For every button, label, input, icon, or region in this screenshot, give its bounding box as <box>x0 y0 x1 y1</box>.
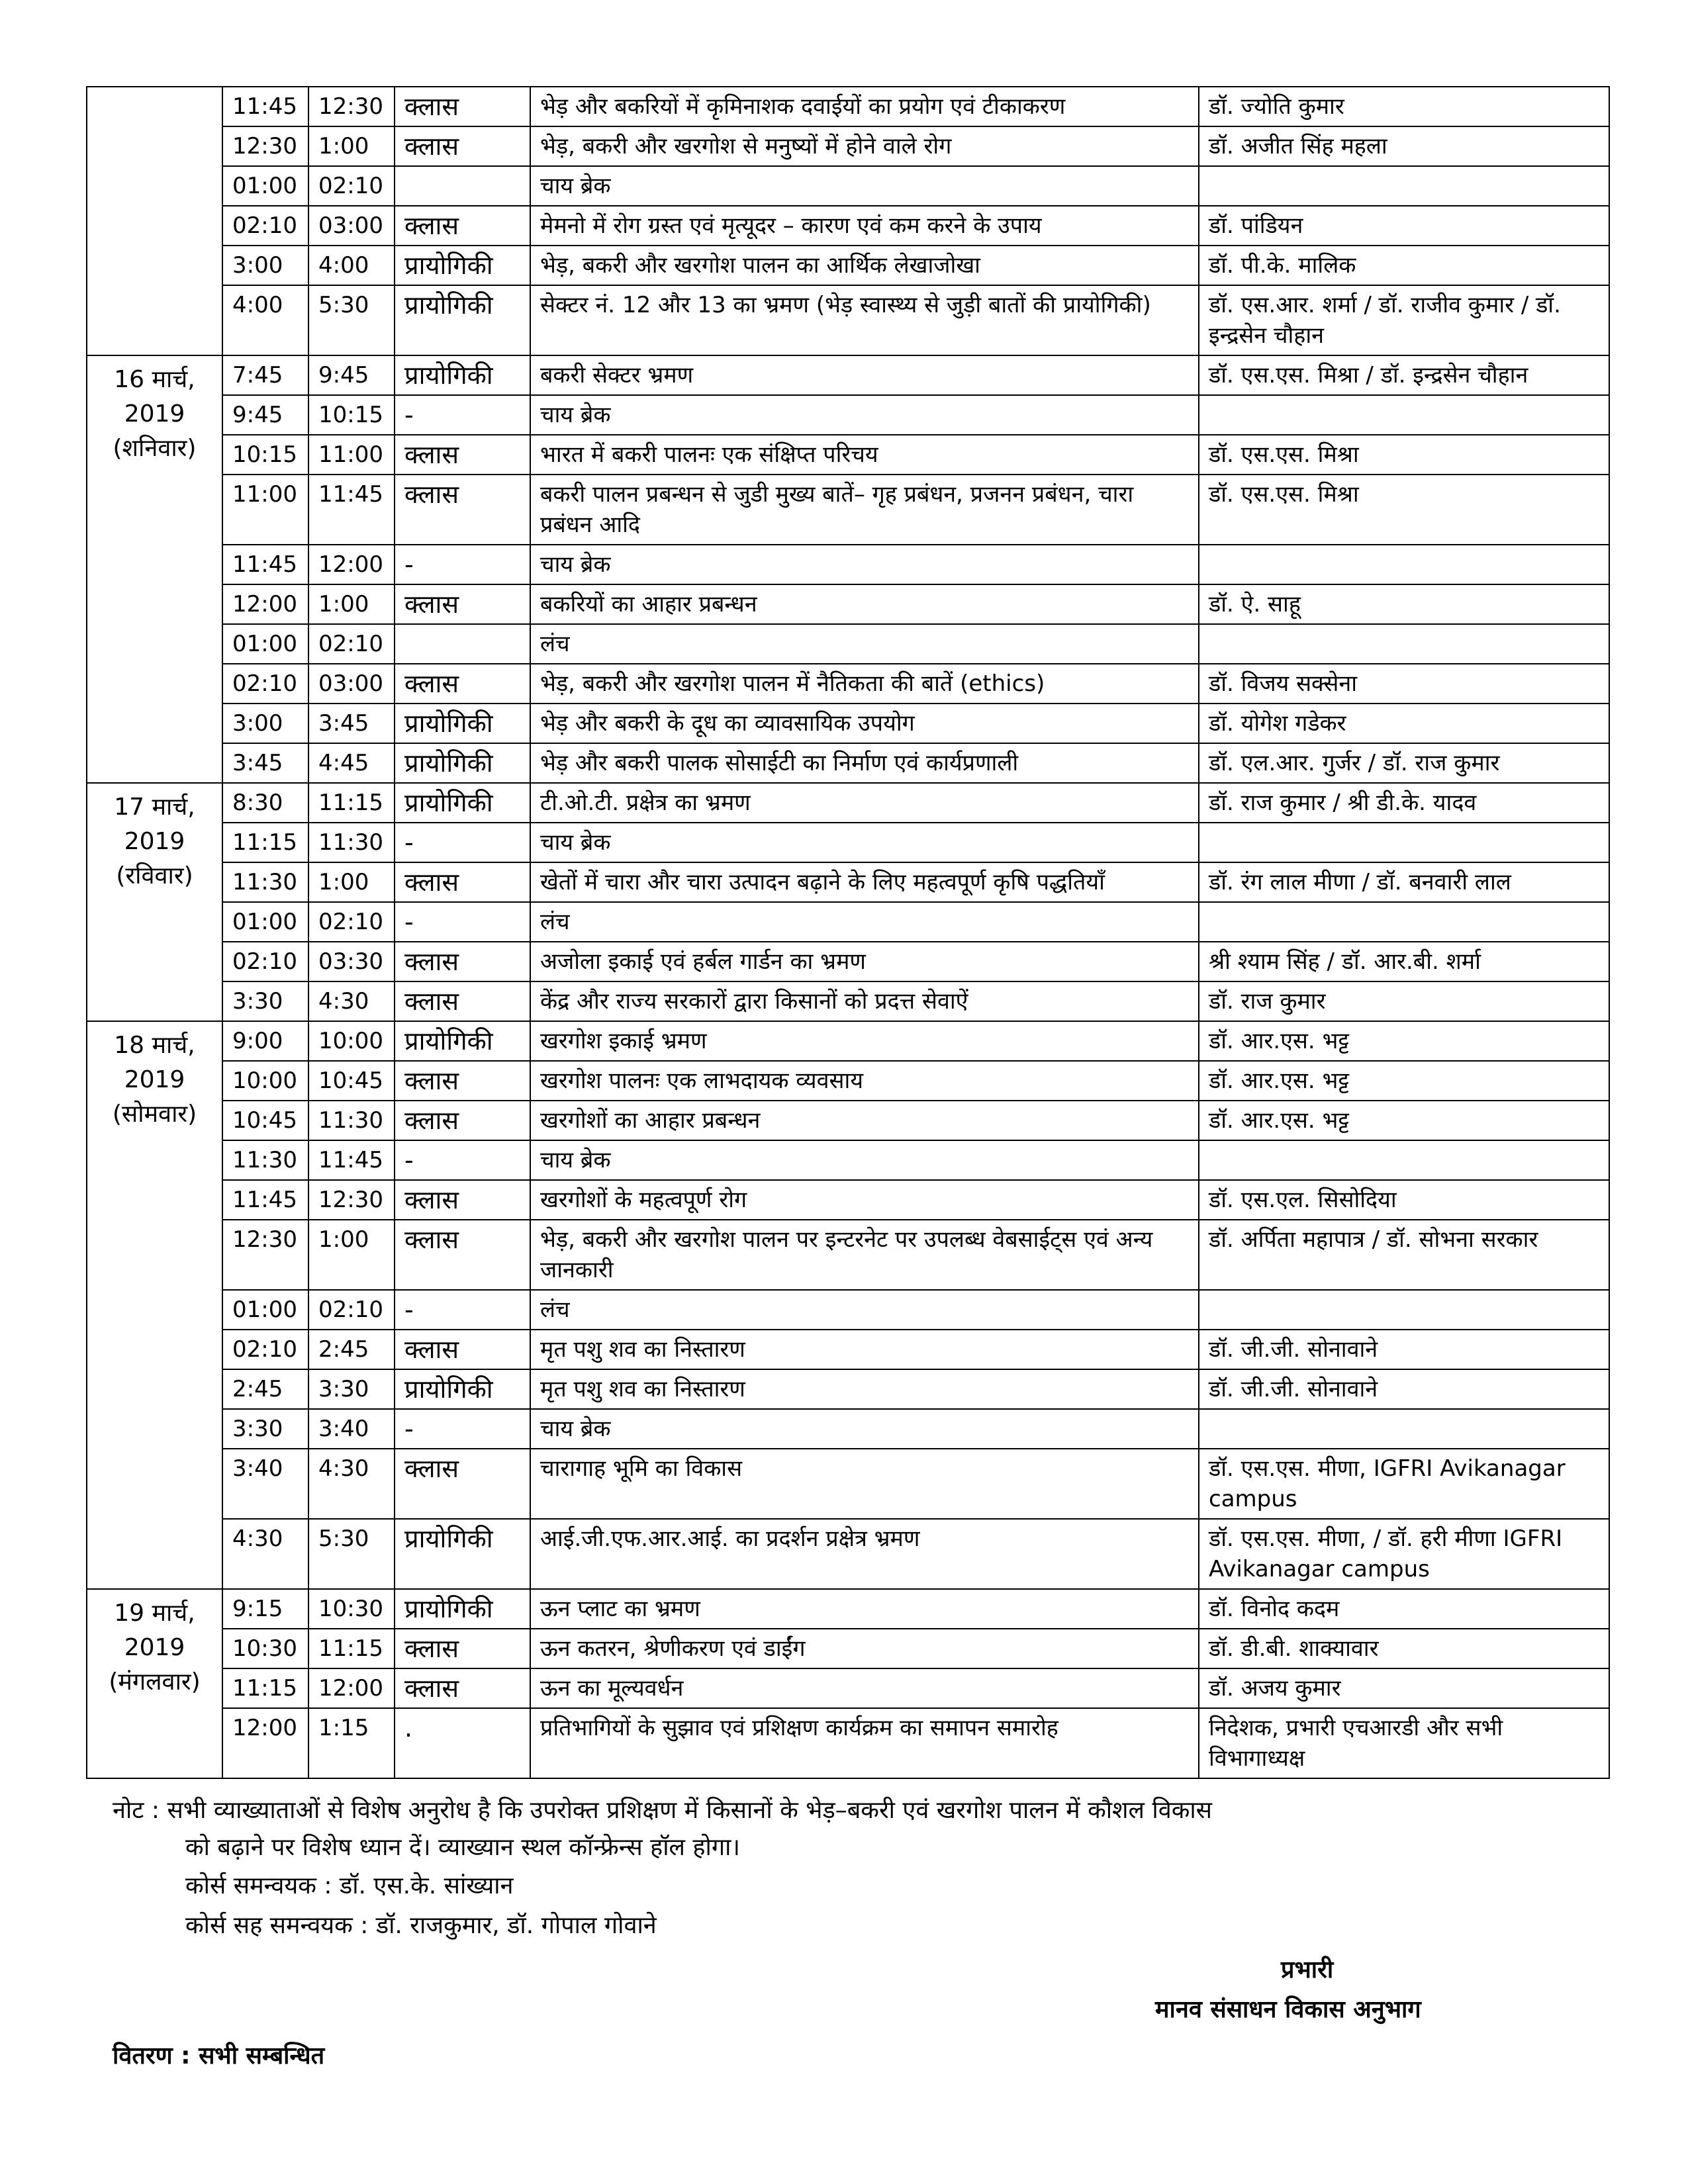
schedule-row <box>87 545 1609 584</box>
session-type-cell: क्लास <box>395 942 530 981</box>
end-time-cell: 5:30 <box>308 1519 395 1589</box>
end-time-cell: 4:30 <box>308 981 395 1021</box>
session-type-cell: क्लास <box>395 664 530 704</box>
speaker-cell: डॉ. एस.एस. मीणा, / डॉ. हरी मीणा IGFRI Avikanagar campus <box>1199 1519 1609 1589</box>
course-co-coordinator: कोर्स सह समन्वयक : डॉ. राजकुमार, डॉ. गोपाल गोवाने <box>185 1912 657 1939</box>
schedule-row <box>87 87 1609 126</box>
topic-cell: खरगोशों का आहार प्रबन्धन <box>530 1101 1199 1140</box>
end-time-cell: 12:30 <box>308 1180 395 1220</box>
start-time-cell: 8:30 <box>222 783 308 823</box>
end-time-cell: 1:15 <box>308 1708 395 1778</box>
topic-cell: भेड़, बकरी और खरगोश से मनुष्यों में होने वाले रोग <box>530 126 1199 166</box>
end-time-cell: 3:45 <box>308 704 395 743</box>
session-type-cell: - <box>395 823 530 862</box>
start-time-cell: 3:30 <box>222 1409 308 1449</box>
end-time-cell: 1:00 <box>308 126 395 166</box>
session-type-cell: - <box>395 1290 530 1330</box>
start-time-cell: 3:00 <box>222 246 308 285</box>
speaker-cell: डॉ. एस.एल. सिसोदिया <box>1199 1180 1609 1220</box>
schedule-row <box>87 1061 1609 1101</box>
end-time-cell: 4:30 <box>308 1449 395 1519</box>
start-time-cell: 3:30 <box>222 981 308 1021</box>
topic-cell: खरगोशों के महत्वपूर्ण रोग <box>530 1180 1199 1220</box>
topic-cell: खरगोश पालनः एक लाभदायक व्यवसाय <box>530 1061 1199 1101</box>
end-time-cell: 10:00 <box>308 1021 395 1061</box>
schedule-row <box>87 783 1609 823</box>
end-time-cell: 11:45 <box>308 1140 395 1180</box>
schedule-row <box>87 584 1609 624</box>
session-type-cell: क्लास <box>395 981 530 1021</box>
speaker-cell: डॉ. आर.एस. भट्ट <box>1199 1061 1609 1101</box>
schedule-row <box>87 1629 1609 1668</box>
date-line: 2019 <box>124 400 185 428</box>
speaker-cell: निदेशक, प्रभारी एचआरडी और सभी विभागाध्यक्ष <box>1199 1708 1609 1778</box>
session-type-cell: क्लास <box>395 206 530 246</box>
session-type-cell: प्रायोगिकी <box>395 285 530 355</box>
topic-cell: लंच <box>530 624 1199 664</box>
speaker-cell <box>1199 166 1609 206</box>
session-type-cell: प्रायोगिकी <box>395 1589 530 1629</box>
speaker-cell: डॉ. एल.आर. गुर्जर / डॉ. राज कुमार <box>1199 743 1609 783</box>
end-time-cell: 2:45 <box>308 1330 395 1369</box>
topic-cell: भेड़, बकरी और खरगोश पालन में नैतिकता की बातें (ethics) <box>530 664 1199 704</box>
session-type-cell: क्लास <box>395 1061 530 1101</box>
start-time-cell: 01:00 <box>222 1290 308 1330</box>
end-time-cell: 10:15 <box>308 395 395 435</box>
date-line: (सोमवार) <box>112 1101 197 1128</box>
topic-cell: ऊन कतरन, श्रेणीकरण एवं डाईंग <box>530 1629 1199 1668</box>
schedule-row <box>87 942 1609 981</box>
speaker-cell <box>1199 395 1609 435</box>
speaker-cell: डॉ. ऐ. साहू <box>1199 584 1609 624</box>
schedule-row <box>87 355 1609 395</box>
topic-cell: चाय ब्रेक <box>530 166 1199 206</box>
speaker-cell: डॉ. एस.एस. मिश्रा <box>1199 435 1609 475</box>
day-cell <box>87 355 222 783</box>
schedule-row <box>87 1101 1609 1140</box>
session-type-cell: क्लास <box>395 1629 530 1668</box>
session-type-cell: क्लास <box>395 862 530 902</box>
start-time-cell: 11:30 <box>222 1140 308 1180</box>
date-line: 17 मार्च, <box>114 794 195 821</box>
day-cell <box>87 783 222 1021</box>
schedule-row <box>87 126 1609 166</box>
start-time-cell: 3:45 <box>222 743 308 783</box>
topic-cell: लंच <box>530 902 1199 942</box>
end-time-cell: 4:45 <box>308 743 395 783</box>
session-type-cell: प्रायोगिकी <box>395 1369 530 1409</box>
speaker-cell <box>1199 545 1609 584</box>
schedule-row <box>87 902 1609 942</box>
start-time-cell: 10:30 <box>222 1629 308 1668</box>
speaker-cell <box>1199 1409 1609 1449</box>
topic-cell: टी.ओ.टी. प्रक्षेत्र का भ्रमण <box>530 783 1199 823</box>
end-time-cell: 10:30 <box>308 1589 395 1629</box>
end-time-cell: 02:10 <box>308 624 395 664</box>
start-time-cell: 3:40 <box>222 1449 308 1519</box>
start-time-cell: 10:15 <box>222 435 308 475</box>
schedule-row <box>87 1409 1609 1449</box>
course-coordinator: कोर्स समन्वयक : डॉ. एस.के. सांख्यान <box>185 1872 514 1899</box>
topic-cell: ऊन का मूल्यवर्धन <box>530 1668 1199 1708</box>
start-time-cell: 2:45 <box>222 1369 308 1409</box>
date-line: (मंगलवार) <box>109 1668 201 1696</box>
start-time-cell: 01:00 <box>222 166 308 206</box>
session-type-cell: प्रायोगिकी <box>395 355 530 395</box>
date-line: 18 मार्च, <box>114 1032 195 1059</box>
schedule-row <box>87 624 1609 664</box>
schedule-row <box>87 1589 1609 1629</box>
topic-cell: सेक्टर नं. 12 और 13 का भ्रमण (भेड़ स्वास्थ्य से जुड़ी बातों की प्रायोगिकी) <box>530 285 1199 355</box>
end-time-cell: 11:15 <box>308 1629 395 1668</box>
start-time-cell: 9:45 <box>222 395 308 435</box>
start-time-cell: 9:15 <box>222 1589 308 1629</box>
topic-cell: चाय ब्रेक <box>530 1409 1199 1449</box>
schedule-row <box>87 704 1609 743</box>
session-type-cell: क्लास <box>395 1668 530 1708</box>
topic-cell: चारागाह भूमि का विकास <box>530 1449 1199 1519</box>
date-line: 2019 <box>124 828 185 855</box>
topic-cell: चाय ब्रेक <box>530 395 1199 435</box>
end-time-cell: 02:10 <box>308 166 395 206</box>
topic-cell: आई.जी.एफ.आर.आई. का प्रदर्शन प्रक्षेत्र भ्रमण <box>530 1519 1199 1589</box>
day-cell <box>87 1589 222 1778</box>
schedule-row <box>87 475 1609 545</box>
topic-cell: खरगोश इकाई भ्रमण <box>530 1021 1199 1061</box>
topic-cell: मृत पशु शव का निस्तारण <box>530 1369 1199 1409</box>
end-time-cell: 1:00 <box>308 1220 395 1290</box>
date-line: 16 मार्च, <box>114 366 195 393</box>
session-type-cell: क्लास <box>395 1180 530 1220</box>
schedule-row <box>87 743 1609 783</box>
start-time-cell: 7:45 <box>222 355 308 395</box>
schedule-row <box>87 862 1609 902</box>
start-time-cell: 4:00 <box>222 285 308 355</box>
date-line: 2019 <box>124 1634 185 1661</box>
schedule-row <box>87 1180 1609 1220</box>
session-type-cell: - <box>395 1409 530 1449</box>
session-type-cell: प्रायोगिकी <box>395 783 530 823</box>
start-time-cell: 12:00 <box>222 584 308 624</box>
speaker-cell: डॉ. एस.एस. मिश्रा / डॉ. इन्द्रसेन चौहान <box>1199 355 1609 395</box>
end-time-cell: 11:00 <box>308 435 395 475</box>
start-time-cell: 4:30 <box>222 1519 308 1589</box>
session-type-cell: प्रायोगिकी <box>395 1519 530 1589</box>
date-line: (रविवार) <box>116 862 193 889</box>
session-type-cell: क्लास <box>395 1330 530 1369</box>
schedule-row <box>87 435 1609 475</box>
start-time-cell: 02:10 <box>222 942 308 981</box>
session-type-cell: क्लास <box>395 126 530 166</box>
signature-title: प्रभारी <box>1281 1956 1334 1983</box>
start-time-cell: 12:30 <box>222 1220 308 1290</box>
schedule-row <box>87 823 1609 862</box>
end-time-cell: 12:30 <box>308 87 395 126</box>
start-time-cell: 11:45 <box>222 545 308 584</box>
session-type-cell <box>395 166 530 206</box>
topic-cell: भेड़, बकरी और खरगोश पालन पर इन्टरनेट पर उपलब्ध वेबसाईट्स एवं अन्य जानकारी <box>530 1220 1199 1290</box>
topic-cell: खेतों में चारा और चारा उत्पादन बढ़ाने के लिए महत्वपूर्ण कृषि पद्धतियाँ <box>530 862 1199 902</box>
session-type-cell: क्लास <box>395 475 530 545</box>
speaker-cell <box>1199 902 1609 942</box>
end-time-cell: 5:30 <box>308 285 395 355</box>
speaker-cell: डॉ. अजीत सिंह महला <box>1199 126 1609 166</box>
end-time-cell: 11:30 <box>308 1101 395 1140</box>
topic-cell: बकरियों का आहार प्रबन्धन <box>530 584 1199 624</box>
end-time-cell: 11:15 <box>308 783 395 823</box>
topic-cell: भारत में बकरी पालनः एक संक्षिप्त परिचय <box>530 435 1199 475</box>
end-time-cell: 3:30 <box>308 1369 395 1409</box>
topic-cell: बकरी सेक्टर भ्रमण <box>530 355 1199 395</box>
note-line-2: को बढ़ाने पर विशेष ध्यान दें। व्याख्यान स्थल कॉन्फ्रेन्स हॉल होगा। <box>185 1834 741 1861</box>
speaker-cell <box>1199 1290 1609 1330</box>
date-line: (शनिवार) <box>113 435 197 462</box>
schedule-row <box>87 395 1609 435</box>
note-line-1: नोट : सभी व्याख्याताओं से विशेष अनुरोध है कि उपरोक्त प्रशिक्षण में किसानों के भेड़–बकरी एवं खरगोश पालन में कौशल विकास <box>113 1797 1213 1824</box>
schedule-row <box>87 1330 1609 1369</box>
start-time-cell: 02:10 <box>222 1330 308 1369</box>
topic-cell: प्रतिभागियों के सुझाव एवं प्रशिक्षण कार्यक्रम का समापन समारोह <box>530 1708 1199 1778</box>
schedule-row <box>87 1449 1609 1519</box>
speaker-cell: डॉ. एस.एस. मीणा, IGFRI Avikanagar campus <box>1199 1449 1609 1519</box>
start-time-cell: 11:45 <box>222 1180 308 1220</box>
session-type-cell: - <box>395 902 530 942</box>
date-line: 19 मार्च, <box>114 1600 195 1627</box>
end-time-cell: 9:45 <box>308 355 395 395</box>
session-type-cell: प्रायोगिकी <box>395 246 530 285</box>
session-type-cell: क्लास <box>395 584 530 624</box>
end-time-cell: 3:40 <box>308 1409 395 1449</box>
session-type-cell: क्लास <box>395 1101 530 1140</box>
start-time-cell: 11:15 <box>222 823 308 862</box>
schedule-row <box>87 1220 1609 1290</box>
session-type-cell: - <box>395 395 530 435</box>
speaker-cell: डॉ. जी.जी. सोनावाने <box>1199 1330 1609 1369</box>
start-time-cell: 10:00 <box>222 1061 308 1101</box>
start-time-cell: 02:10 <box>222 664 308 704</box>
session-type-cell: . <box>395 1708 530 1778</box>
schedule-row <box>87 285 1609 355</box>
end-time-cell: 12:00 <box>308 545 395 584</box>
start-time-cell: 01:00 <box>222 624 308 664</box>
speaker-cell: डॉ. रंग लाल मीणा / डॉ. बनवारी लाल <box>1199 862 1609 902</box>
schedule-row <box>87 1290 1609 1330</box>
speaker-cell: डॉ. विजय सक्सेना <box>1199 664 1609 704</box>
end-time-cell: 03:00 <box>308 206 395 246</box>
schedule-row <box>87 246 1609 285</box>
session-type-cell: - <box>395 545 530 584</box>
topic-cell: ऊन प्लाट का भ्रमण <box>530 1589 1199 1629</box>
end-time-cell: 1:00 <box>308 862 395 902</box>
topic-cell: चाय ब्रेक <box>530 1140 1199 1180</box>
topic-cell: मृत पशु शव का निस्तारण <box>530 1330 1199 1369</box>
topic-cell: मेमनो में रोग ग्रस्त एवं मृत्यूदर – कारण एवं कम करने के उपाय <box>530 206 1199 246</box>
start-time-cell: 12:00 <box>222 1708 308 1778</box>
topic-cell: भेड़ और बकरियों में कृमिनाशक दवाईयों का प्रयोग एवं टीकाकरण <box>530 87 1199 126</box>
speaker-cell: डॉ. आर.एस. भट्ट <box>1199 1101 1609 1140</box>
speaker-cell: डॉ. अर्पिता महापात्र / डॉ. सोभना सरकार <box>1199 1220 1609 1290</box>
speaker-cell <box>1199 624 1609 664</box>
start-time-cell: 11:45 <box>222 87 308 126</box>
speaker-cell: डॉ. विनोद कदम <box>1199 1589 1609 1629</box>
day-cell <box>87 87 222 355</box>
schedule-row <box>87 664 1609 704</box>
topic-cell: केंद्र और राज्य सरकारों द्वारा किसानों को प्रदत्त सेवाऐं <box>530 981 1199 1021</box>
topic-cell: बकरी पालन प्रबन्धन से जुडी मुख्य बातें– गृह प्रबंधन, प्रजनन प्रबंधन, चारा प्रबंधन आदि <box>530 475 1199 545</box>
speaker-cell: डॉ. अजय कुमार <box>1199 1668 1609 1708</box>
session-type-cell: क्लास <box>395 87 530 126</box>
speaker-cell: डॉ. पी.के. मालिक <box>1199 246 1609 285</box>
end-time-cell: 03:30 <box>308 942 395 981</box>
speaker-cell: डॉ. डी.बी. शाक्यावार <box>1199 1629 1609 1668</box>
speaker-cell: डॉ. ज्योति कुमार <box>1199 87 1609 126</box>
topic-cell: लंच <box>530 1290 1199 1330</box>
speaker-cell: डॉ. एस.एस. मिश्रा <box>1199 475 1609 545</box>
session-type-cell: प्रायोगिकी <box>395 743 530 783</box>
start-time-cell: 12:30 <box>222 126 308 166</box>
speaker-cell: डॉ. योगेश गडेकर <box>1199 704 1609 743</box>
topic-cell: भेड़ और बकरी पालक सोसाईटी का निर्माण एवं कार्यप्रणाली <box>530 743 1199 783</box>
schedule-row <box>87 166 1609 206</box>
end-time-cell: 11:30 <box>308 823 395 862</box>
session-type-cell: प्रायोगिकी <box>395 704 530 743</box>
start-time-cell: 3:00 <box>222 704 308 743</box>
session-type-cell: क्लास <box>395 1449 530 1519</box>
schedule-row <box>87 1519 1609 1589</box>
end-time-cell: 02:10 <box>308 1290 395 1330</box>
speaker-cell: डॉ. आर.एस. भट्ट <box>1199 1021 1609 1061</box>
end-time-cell: 02:10 <box>308 902 395 942</box>
session-type-cell: क्लास <box>395 1220 530 1290</box>
schedule-row <box>87 981 1609 1021</box>
session-type-cell: क्लास <box>395 435 530 475</box>
schedule-row <box>87 206 1609 246</box>
speaker-cell: डॉ. जी.जी. सोनावाने <box>1199 1369 1609 1409</box>
start-time-cell: 9:00 <box>222 1021 308 1061</box>
schedule-row <box>87 1140 1609 1180</box>
speaker-cell <box>1199 823 1609 862</box>
speaker-cell: डॉ. एस.आर. शर्मा / डॉ. राजीव कुमार / डॉ. इन्द्रसेन चौहान <box>1199 285 1609 355</box>
day-cell <box>87 1021 222 1589</box>
start-time-cell: 11:00 <box>222 475 308 545</box>
topic-cell: अजोला इकाई एवं हर्बल गार्डन का भ्रमण <box>530 942 1199 981</box>
end-time-cell: 03:00 <box>308 664 395 704</box>
distribution: वितरण : सभी सम्बन्धित <box>113 2042 325 2070</box>
speaker-cell: डॉ. राज कुमार / श्री डी.के. यादव <box>1199 783 1609 823</box>
start-time-cell: 01:00 <box>222 902 308 942</box>
session-type-cell <box>395 624 530 664</box>
speaker-cell: डॉ. राज कुमार <box>1199 981 1609 1021</box>
start-time-cell: 10:45 <box>222 1101 308 1140</box>
signature-dept: मानव संसाधन विकास अनुभाग <box>1155 1996 1421 2023</box>
end-time-cell: 4:00 <box>308 246 395 285</box>
end-time-cell: 11:45 <box>308 475 395 545</box>
start-time-cell: 02:10 <box>222 206 308 246</box>
speaker-cell: श्री श्याम सिंह / डॉ. आर.बी. शर्मा <box>1199 942 1609 981</box>
schedule-row <box>87 1708 1609 1778</box>
schedule-table <box>86 86 1610 1779</box>
speaker-cell <box>1199 1140 1609 1180</box>
schedule-row <box>87 1668 1609 1708</box>
topic-cell: चाय ब्रेक <box>530 545 1199 584</box>
end-time-cell: 1:00 <box>308 584 395 624</box>
start-time-cell: 11:15 <box>222 1668 308 1708</box>
date-line: 2019 <box>124 1066 185 1093</box>
session-type-cell: प्रायोगिकी <box>395 1021 530 1061</box>
topic-cell: भेड़ और बकरी के दूध का व्यावसायिक उपयोग <box>530 704 1199 743</box>
speaker-cell: डॉ. पांडियन <box>1199 206 1609 246</box>
topic-cell: चाय ब्रेक <box>530 823 1199 862</box>
topic-cell: भेड़, बकरी और खरगोश पालन का आर्थिक लेखाजोखा <box>530 246 1199 285</box>
session-type-cell: - <box>395 1140 530 1180</box>
end-time-cell: 12:00 <box>308 1668 395 1708</box>
start-time-cell: 11:30 <box>222 862 308 902</box>
end-time-cell: 10:45 <box>308 1061 395 1101</box>
schedule-row <box>87 1021 1609 1061</box>
schedule-row <box>87 1369 1609 1409</box>
